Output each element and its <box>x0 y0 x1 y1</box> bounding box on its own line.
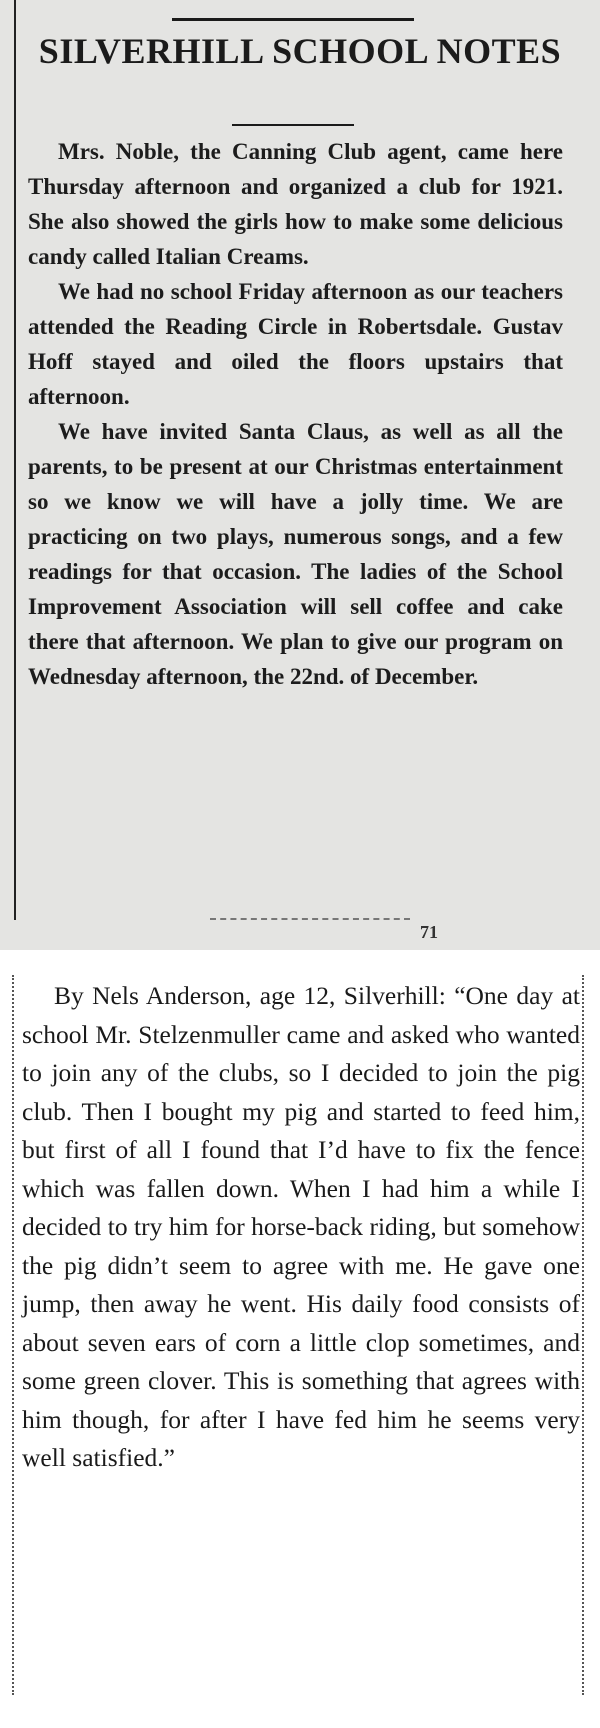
clipping-right-edge <box>582 975 584 1695</box>
page-mark: 71 <box>420 922 438 942</box>
article-paragraph: Mrs. Noble, the Canning Club agent, came here Thursday afternoon and organized a club for 1921. She also showed the girls how to make some delicious candy called Italian Creams. <box>28 139 563 269</box>
dashed-divider <box>210 918 410 920</box>
article-body <box>28 134 563 694</box>
article-paragraph: We had no school Friday afternoon as our teachers attended the Reading Circle in Robertsdale. Gustav Hoff stayed and oiled the floors upstairs that afternoon. <box>28 279 563 409</box>
pig-club-letter-clipping <box>0 955 600 1728</box>
column-rule-left <box>14 0 16 920</box>
headline: SILVERHILL SCHOOL NOTES <box>38 31 562 71</box>
headline-bottom-rule <box>232 124 354 126</box>
article-paragraph: We have invited Santa Claus, as well as all the parents, to be present at our Christmas entertainment so we know we will have a jolly time. We are practicing on two plays, numerous songs, and a few readings for that occasion. The ladies of the School Improvement Association will sell coffee and cake there that afternoon. We plan to give our program on Wednesday afternoon, the 22nd. of December. <box>28 419 563 689</box>
clipping-left-edge <box>12 975 14 1695</box>
headline-top-rule <box>172 18 414 21</box>
letter-paragraph: By Nels Anderson, age 12, Silverhill: “One day at school Mr. Stelzenmuller came and asked who wanted to join any of the clubs, so I decided to join the pig club. Then I bought my pig and started to feed him, but first of all I found that I’d have to fix the fence which was fallen down. When I had him a while I decided to try him for horse-back riding, but somehow the pig didn’t seem to agree with me. He gave one jump, then away he went. His daily food consists of about seven ears of corn a little clop sometimes, and some green clover. This is something that agrees with him though, for after I have fed him he seems very well satisfied.” <box>22 981 580 1472</box>
letter-body <box>22 977 580 1478</box>
